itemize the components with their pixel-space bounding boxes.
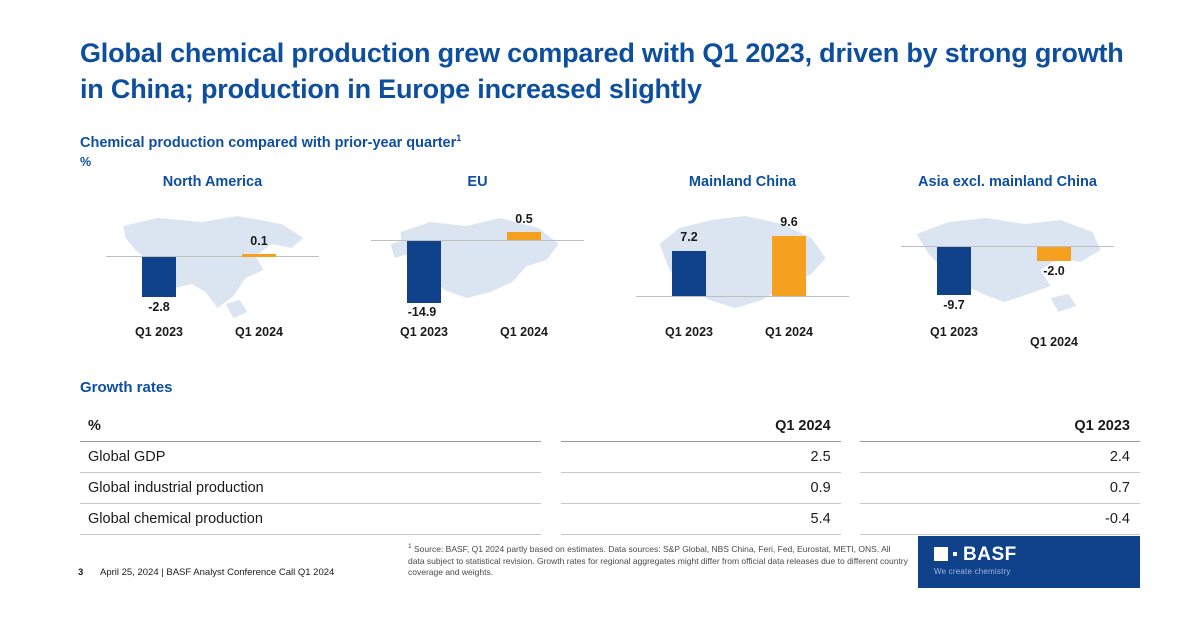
bar-q1-2024 <box>772 236 806 296</box>
row-label: Global GDP <box>80 442 541 473</box>
row-value-q1-2024: 0.9 <box>561 473 841 504</box>
bar-value-q1-2024: -2.0 <box>1043 264 1065 278</box>
page-number: 3 <box>78 567 84 578</box>
row-value-q1-2024: 2.5 <box>561 442 841 473</box>
panel-title: Asia excl. mainland China <box>918 174 1097 190</box>
axis-label-q1-2023: Q1 2023 <box>400 325 448 339</box>
zero-axis-line <box>106 256 319 257</box>
footnote-marker: 1 <box>456 133 462 143</box>
zero-axis-line <box>636 296 849 297</box>
column-spacer <box>841 411 861 442</box>
axis-label-q1-2024: Q1 2024 <box>765 325 813 339</box>
zero-axis-line <box>901 246 1114 247</box>
growth-rates-table <box>80 411 1140 535</box>
table-row <box>80 473 1140 504</box>
row-value-q1-2023: 2.4 <box>860 442 1140 473</box>
page-title: Global chemical production grew compared with Q1 2023, driven by strong growth in China; production in Europe increased slightly <box>80 38 1124 104</box>
bar-q1-2023 <box>937 247 971 295</box>
row-label: Global chemical production <box>80 504 541 535</box>
footnote-text: Source: BASF, Q1 2024 partly based on estimates. Data sources: S&P Global, NBS China, Feri, Fed, Eurostat, METI, ONS. All data subject to statistical revision. Growth rates for regional aggregates might differ from official data releases due to different country coverage and weights. <box>408 543 908 578</box>
chart-panel-north-america <box>80 170 345 355</box>
chart-subtitle-text: Chemical production compared with prior-year quarter <box>80 134 457 151</box>
axis-label-q1-2024: Q1 2024 <box>500 325 548 339</box>
column-spacer <box>541 473 561 504</box>
column-spacer <box>541 411 561 442</box>
logo-tagline: We create chemistry <box>934 567 1011 576</box>
table-header-row <box>80 411 1140 442</box>
footer-caption: April 25, 2024 | BASF Analyst Conference Call Q1 2024 <box>100 567 335 578</box>
bar-q1-2024 <box>1037 247 1071 261</box>
column-spacer <box>541 504 561 535</box>
panel-title: Mainland China <box>688 174 797 190</box>
bar-value-q1-2023: -2.8 <box>148 300 170 314</box>
axis-label-q1-2023: Q1 2023 <box>135 325 183 339</box>
row-value-q1-2024: 5.4 <box>561 504 841 535</box>
logo-dot-icon <box>953 552 957 556</box>
column-header-unit: % <box>80 411 541 442</box>
growth-rates-title: Growth rates <box>80 379 173 396</box>
chart-subtitle <box>80 133 461 151</box>
panel-plot <box>610 204 875 322</box>
axis-label-q1-2024: Q1 2024 <box>235 325 283 339</box>
column-spacer <box>841 442 861 473</box>
bar-value-q1-2023: -9.7 <box>943 298 965 312</box>
row-value-q1-2023: 0.7 <box>860 473 1140 504</box>
bar-q1-2023 <box>142 257 176 297</box>
bar-value-q1-2023: 7.2 <box>680 230 698 244</box>
axis-label-q1-2024: Q1 2024 <box>1030 335 1078 349</box>
column-spacer <box>541 442 561 473</box>
bar-q1-2023 <box>672 251 706 296</box>
zero-axis-line <box>371 240 584 241</box>
bar-value-q1-2024: 0.1 <box>250 234 268 248</box>
table-row <box>80 504 1140 535</box>
panel-plot <box>875 204 1140 322</box>
column-spacer <box>841 504 861 535</box>
chart-panel-asia-excl-china <box>875 170 1140 355</box>
bar-value-q1-2024: 0.5 <box>515 212 533 226</box>
row-value-q1-2023: -0.4 <box>860 504 1140 535</box>
chart-panel-mainland-china <box>610 170 875 355</box>
table-row <box>80 442 1140 473</box>
footnote-marker: 1 <box>408 543 412 550</box>
panel-plot <box>80 204 345 322</box>
axis-unit-label: % <box>80 155 92 169</box>
axis-label-q1-2023: Q1 2023 <box>665 325 713 339</box>
column-header-q1-2023: Q1 2023 <box>860 411 1140 442</box>
axis-label-q1-2023: Q1 2023 <box>930 325 978 339</box>
column-spacer <box>841 473 861 504</box>
source-footnote <box>408 543 908 579</box>
logo-wordmark: BASF <box>963 544 1017 565</box>
logo-square-icon <box>934 547 948 561</box>
basf-logo <box>918 536 1140 588</box>
panel-title: EU <box>467 174 488 190</box>
bar-value-q1-2024: 9.6 <box>780 215 798 229</box>
bar-q1-2023 <box>407 241 441 303</box>
bar-value-q1-2023: -14.9 <box>407 305 437 319</box>
panel-plot <box>345 204 610 322</box>
bar-q1-2024 <box>507 232 541 240</box>
chart-panel-eu <box>345 170 610 355</box>
bar-q1-2024 <box>242 254 276 257</box>
panel-title: North America <box>162 174 263 190</box>
column-header-q1-2024: Q1 2024 <box>561 411 841 442</box>
chart-panels <box>80 170 1140 355</box>
row-label: Global industrial production <box>80 473 541 504</box>
